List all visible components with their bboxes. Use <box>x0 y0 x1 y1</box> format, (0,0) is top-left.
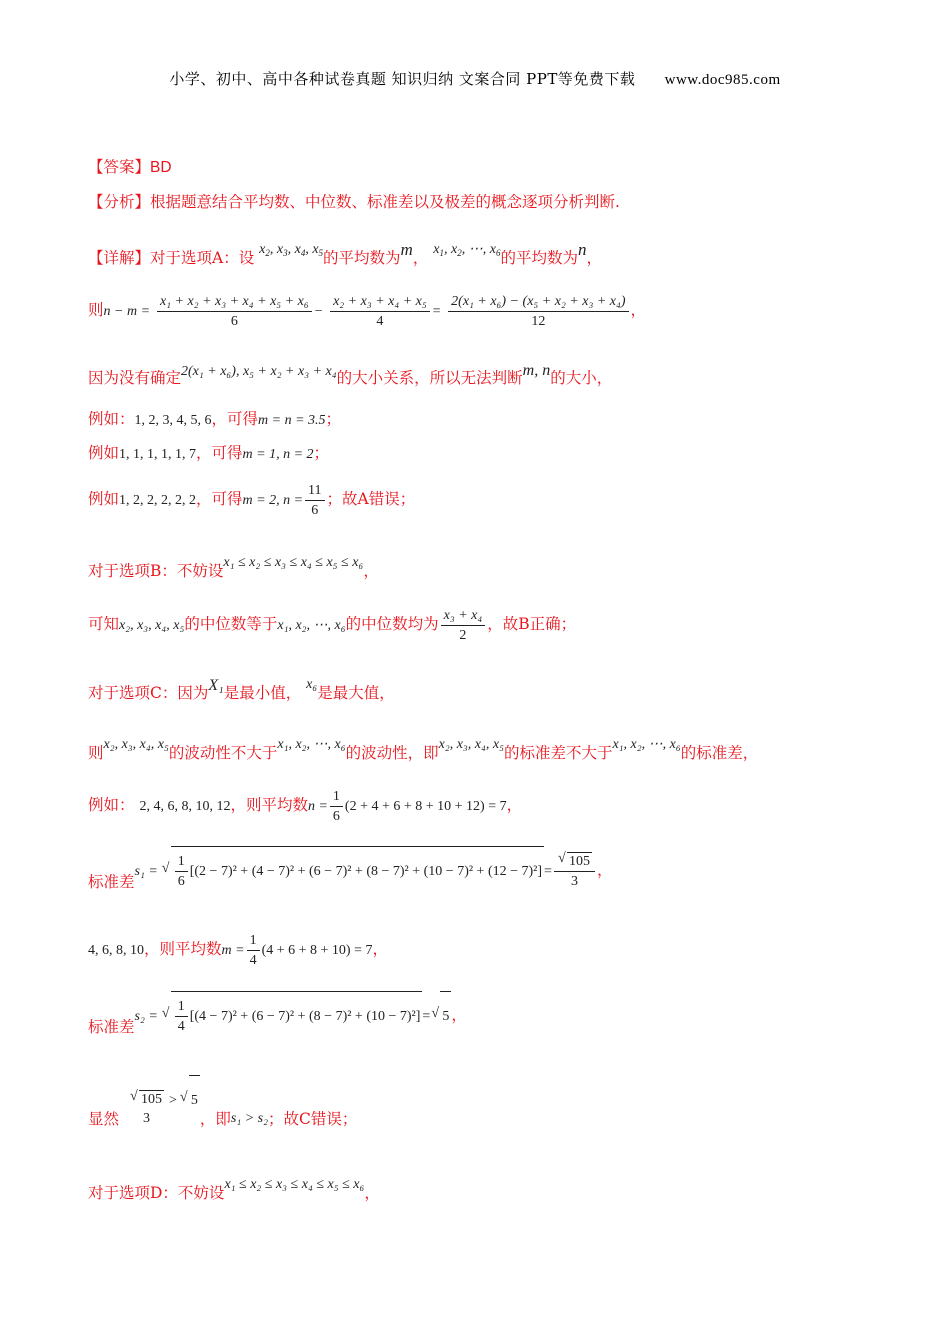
eq1-den1: 6 <box>230 313 238 329</box>
optB2-t1: 可知 <box>88 615 120 633</box>
concl-t3: ；故C错误； <box>267 1110 358 1128</box>
sdC2-sqrt <box>171 991 423 1042</box>
exampleC2-line <box>88 928 890 972</box>
concl-num: √ 105 <box>139 1090 164 1108</box>
analysis-line <box>88 189 890 215</box>
optB2-set2: x₁, x₂, ⋯, x₆ <box>277 618 346 633</box>
detail-label: 【详解】 <box>88 249 151 267</box>
concl-den: 3 <box>142 1110 150 1126</box>
optB2-t2: 的中位数等于 <box>184 615 278 633</box>
ex1-res: m = n = 3.5 <box>258 413 326 428</box>
because-t2: 的大小关系，所以无法判断 <box>336 369 523 387</box>
ex1-t3: ； <box>325 410 342 428</box>
eq1-den3: 12 <box>531 313 546 329</box>
sdC1-eq: = <box>544 864 552 879</box>
ex2-t1: 例如 <box>88 444 120 462</box>
optB-ineq: x₁ ≤ x₂ ≤ x₃ ≤ x₄ ≤ x₅ ≤ x₆ <box>223 555 364 570</box>
detail-line <box>88 237 890 271</box>
sdC2-line <box>88 990 890 1052</box>
exC2-set: 4, 6, 8, 10 <box>88 943 144 958</box>
exC1-t1: 例如： <box>88 796 135 814</box>
var-m: m <box>400 240 413 259</box>
sdC2-num: √ 1 <box>175 998 188 1017</box>
exC1-num: 1 <box>330 788 343 807</box>
eq1-den2: 4 <box>376 313 384 329</box>
sdC1-rfrac <box>554 852 595 890</box>
concl-t2: ，即 <box>199 1110 231 1128</box>
optB2-t4: ，故B正确； <box>487 615 577 633</box>
exC2-lhs: m = <box>221 943 245 958</box>
optionD-line <box>88 1172 890 1206</box>
ex2-t2: ，可得 <box>196 444 243 462</box>
optB2-den: 2 <box>459 627 467 643</box>
eq1-num1: x₁ + x₂ + x₃ + x₄ + x₅ + x₆ <box>157 293 312 312</box>
sdC2-res: √ 5 <box>440 991 451 1042</box>
eq1-frac3 <box>448 293 628 330</box>
ex3-t3: ；故A错误； <box>326 490 416 508</box>
because-line <box>88 358 890 391</box>
optC2-t5: 的标准差， <box>680 744 759 762</box>
optC2-t1: 则 <box>88 744 104 762</box>
optC2-t4: 的标准差不大于 <box>503 744 613 762</box>
ex3-res: m = 2, n = <box>242 493 304 508</box>
optC2-s3: x₂, x₃, x₄, x₅ <box>438 737 504 752</box>
sdC1-lhs: s₁ = <box>134 864 158 879</box>
example1-line <box>88 406 890 434</box>
exC1-t3: ， <box>506 796 523 814</box>
optionB2-line <box>88 603 890 647</box>
concl-res: √ 5 <box>189 1075 200 1126</box>
exC1-set: 2, 4, 6, 8, 10, 12 <box>139 799 231 814</box>
ex3-set: 1, 2, 2, 2, 2, 2 <box>119 493 197 508</box>
optC2-s1: x₂, x₃, x₄, x₅ <box>103 737 169 752</box>
detail-set-a: $x_2$, $x_3$, $x_4$, $x_5$ <box>259 242 324 258</box>
ex3-t1: 例如 <box>88 490 120 508</box>
because-t3: 的大小， <box>550 369 613 387</box>
exC1-lhs: n = <box>307 799 328 814</box>
ex1-t1: 例如： <box>88 410 135 428</box>
detail-t3: ， <box>412 249 429 267</box>
sdC2-body: [(4 − 7)² + (6 − 7)² + (8 − 7)² + (10 − 7)²] <box>189 1009 421 1024</box>
sdC2-frac <box>175 998 188 1035</box>
optionB-line <box>88 550 890 584</box>
because-mn: m, n <box>522 362 551 379</box>
optB-t2: ， <box>363 562 379 580</box>
concl-gt: > <box>168 1093 177 1108</box>
optC2-s2: x₁, x₂, ⋯, x₆ <box>277 737 346 752</box>
eq1-prefix: 则 <box>88 301 104 319</box>
eq1-num2: x₂ + x₃ + x₄ + x₅ <box>330 293 430 312</box>
header-site: www.doc985.com <box>664 72 781 88</box>
optB2-t3: 的中位数均为 <box>345 615 439 633</box>
detail-set-b: $x_1$, $x_2$, ⋯, $x_6$ <box>433 242 501 258</box>
optB2-num: x₃ + x₄ <box>441 607 486 626</box>
ex2-t3: ； <box>313 444 330 462</box>
analysis-text: 根据题意结合平均数、中位数、标准差以及极差的概念逐项分析判断. <box>150 193 620 211</box>
optionC-line <box>88 672 890 706</box>
optC-t2: 是最小值， <box>223 684 302 702</box>
optC-x6: x₆ <box>306 677 318 692</box>
sdC1-den: 6 <box>177 874 185 890</box>
conclusion-line <box>88 1075 890 1144</box>
exC1-frac <box>330 788 343 825</box>
because-expr: 2(x₁ + x₆), x₅ + x₂ + x₃ + x₄ <box>181 364 337 379</box>
sdC2-eq: = <box>422 1009 431 1024</box>
answer-line <box>88 154 890 181</box>
sdC1-sqrt <box>171 846 544 897</box>
exampleC1-line <box>88 784 890 828</box>
sdC2-t1: 标准差 <box>88 1018 135 1036</box>
answer-label: 【答案】 <box>88 158 151 176</box>
page-header <box>0 68 950 89</box>
sdC2-den: 4 <box>177 1019 185 1035</box>
optC-t3: 是最大值， <box>317 684 395 702</box>
ex3-num: 11 <box>305 482 324 501</box>
because-t1: 因为没有确定 <box>88 369 182 387</box>
eq1-line: 则n − m = $\frac{\text{x₁ + x₂ + x₃ + x₄ + x₅ + x₆}}{6}$ − $\frac{\text{x₂ + x₃ + x₄ + x₅}}{4}$ = $\frac{\text{2(x₁ + x₆) − (x₅ + x₂ + x₃ + x₄)}}{12}$ ， <box>88 293 647 329</box>
ex3-frac <box>305 482 324 519</box>
example3-line <box>88 478 890 522</box>
exC2-num: 1 <box>247 932 260 951</box>
optionC2-line <box>88 732 890 766</box>
concl-ineq: s₁ > s₂ <box>230 1111 268 1126</box>
sdC1-t2: ， <box>596 861 613 879</box>
sdC1-body: [(2 − 7)² + (4 − 7)² + (6 − 7)² + (8 − 7)² + (10 − 7)² + (12 − 7)²] <box>189 864 543 879</box>
optD-t2: ， <box>364 1184 380 1202</box>
exC1-den: 6 <box>332 808 340 824</box>
eq1-frac2 <box>330 293 430 330</box>
sdC1-line <box>88 845 890 907</box>
analysis-label: 【分析】 <box>88 193 151 211</box>
eq1-frac1 <box>157 293 312 330</box>
optC2-s4: x₁, x₂, ⋯, x₆ <box>612 737 681 752</box>
exC2-t2: ， <box>372 940 388 958</box>
optC-x1: X₁ <box>208 677 224 694</box>
header-text: 小学、初中、高中各种试卷真题 知识归纳 文案合同 PPT等免费下载 <box>169 70 636 88</box>
exC1-t2: ，则平均数 <box>230 796 308 814</box>
ex1-set: 1, 2, 3, 4, 5, 6 <box>134 413 212 428</box>
sdC2-lhs: s₂ = <box>134 1009 158 1024</box>
sdC1-rden: 3 <box>570 874 578 889</box>
eq1-lhs: n − m = <box>103 304 151 319</box>
optB-t1: 对于选项B：不妨设 <box>88 562 224 580</box>
sdC1-frac <box>175 853 188 890</box>
exC2-t1: ，则平均数 <box>144 940 222 958</box>
ex2-set: 1, 1, 1, 1, 1, 7 <box>119 447 197 462</box>
eq1-num3: 2(x₁ + x₆) − (x₅ + x₂ + x₃ + x₄) <box>448 293 628 312</box>
detail-t2: 的平均数为 <box>323 249 401 267</box>
detail-t5: ， <box>586 249 602 267</box>
sdC2-t2: ， <box>451 1006 467 1024</box>
eq1-suffix: ， <box>630 301 647 319</box>
var-n: n <box>577 240 587 259</box>
ex2-res: m = 1, n = 2 <box>242 447 314 462</box>
ex3-t2: ，可得 <box>196 490 243 508</box>
ex3-den: 6 <box>311 502 319 518</box>
example2-line <box>88 440 890 468</box>
concl-frac <box>126 1090 167 1127</box>
exC2-frac <box>247 932 260 969</box>
optB2-set1: x₂, x₃, x₄, x₅ <box>119 618 185 633</box>
sdC1-num: √ 1 <box>175 853 188 872</box>
ex1-t2: ，可得 <box>211 410 259 428</box>
exC2-body: (4 + 6 + 8 + 10) = 7 <box>261 943 373 958</box>
optB2-frac <box>441 607 486 644</box>
detail-t4: 的平均数为 <box>500 249 578 267</box>
detail-t1: 对于选项A：设 <box>150 249 255 267</box>
optD-ineq: x₁ ≤ x₂ ≤ x₃ ≤ x₄ ≤ x₅ ≤ x₆ <box>224 1177 365 1192</box>
concl-t1: 显然 <box>88 1110 120 1128</box>
sdC1-rnum: √ 105 <box>567 852 592 870</box>
optD-t1: 对于选项D：不妨设 <box>88 1184 225 1202</box>
exC2-den: 4 <box>249 952 257 968</box>
sdC1-t1: 标准差 <box>88 873 135 891</box>
optC2-t2: 的波动性不大于 <box>168 744 278 762</box>
optC-t1: 对于选项C：因为 <box>88 684 209 702</box>
exC1-body: (2 + 4 + 6 + 8 + 10 + 12) = 7 <box>344 799 507 814</box>
answer-value: BD <box>150 159 172 176</box>
optC2-t3: 的波动性，即 <box>345 744 439 762</box>
